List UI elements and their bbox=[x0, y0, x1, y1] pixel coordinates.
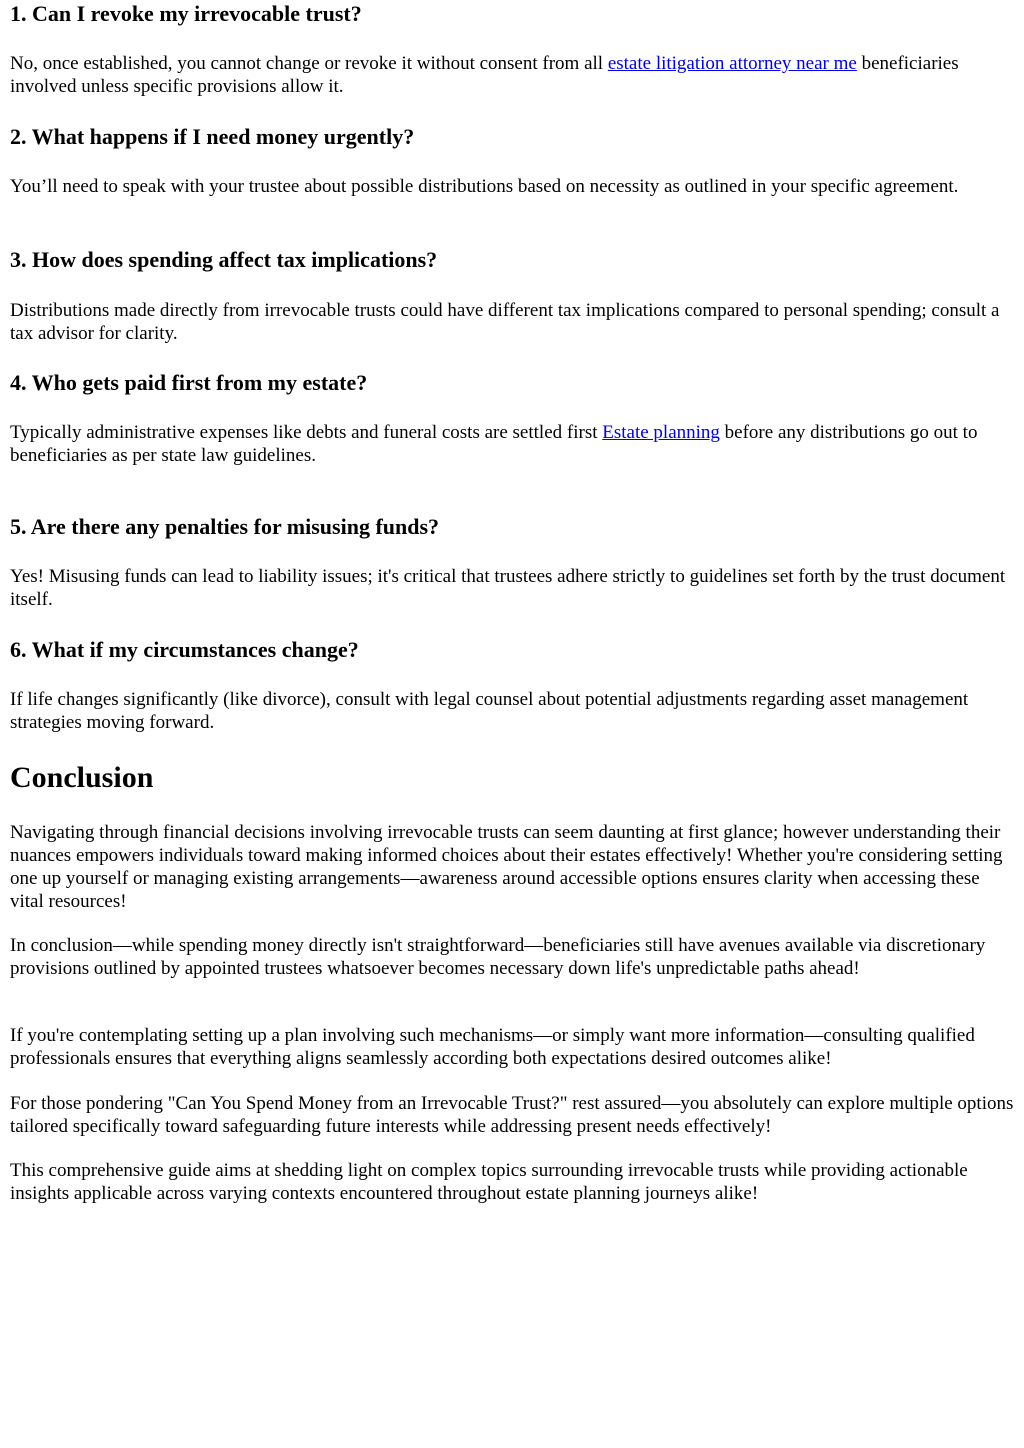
faq-4-title: 4. Who gets paid first from my estate? bbox=[10, 370, 368, 395]
faq-1-text-after: beneficiaries involved unless specific provisions allow it. bbox=[10, 53, 959, 97]
faq-4-text-after: before any distributions go out to beneficiaries as per state law guidelines. bbox=[10, 422, 978, 466]
faq-3-title: 3. How does spending affect tax implications? bbox=[10, 247, 438, 272]
faq-5-answer: Yes! Misusing funds can lead to liability issues; it's critical that trustees adhere strictly to guidelines set forth by the trust document itself. bbox=[10, 566, 1006, 610]
conclusion-heading: Conclusion bbox=[10, 761, 154, 794]
faq-1-text-before: No, once established, you cannot change or revoke it without consent from all bbox=[10, 53, 608, 74]
faq-2-title: 2. What happens if I need money urgently? bbox=[10, 124, 415, 149]
conclusion-paragraph-4: For those pondering "Can You Spend Money from an Irrevocable Trust?" rest assured—you absolutely can explore multiple options tailored specifically toward safeguarding future interests while addressing present needs effectively! bbox=[10, 1093, 1014, 1137]
conclusion-paragraph-5: This comprehensive guide aims at shedding light on complex topics surrounding irrevocable trusts while providing actionable insights applicable across varying contexts encountered throughout estate planning journeys alike! bbox=[10, 1160, 968, 1204]
conclusion-paragraph-3: If you're contemplating setting up a plan involving such mechanisms—or simply want more information—consulting qualified professionals ensures that everything aligns seamlessly according both expectations desired outcomes alike! bbox=[10, 1025, 975, 1069]
faq-4-answer bbox=[10, 421, 1014, 467]
conclusion-paragraph-1: Navigating through financial decisions involving irrevocable trusts can seem daunting at first glance; however understanding their nuances empowers individuals toward making informed choices about their estates effectively! Whether you're considering setting one up yourself or managing existing arrangements—awareness around accessible options ensures clarity when accessing these vital resources! bbox=[10, 822, 1003, 912]
conclusion-paragraph-2: In conclusion—while spending money directly isn't straightforward—beneficiaries still have avenues available via discretionary provisions outlined by appointed trustees whatsoever becomes necessary down life's unpredictable paths ahead! bbox=[10, 935, 986, 979]
faq-1-answer bbox=[10, 52, 1014, 98]
estate-litigation-attorney-link[interactable]: estate litigation attorney near me bbox=[607, 53, 857, 74]
faq-6-answer: If life changes significantly (like divorce), consult with legal counsel about potential adjustments regarding asset management strategies moving forward. bbox=[10, 689, 969, 733]
estate-planning-link[interactable]: Estate planning bbox=[602, 422, 720, 443]
faq-5-title: 5. Are there any penalties for misusing funds? bbox=[10, 514, 440, 539]
faq-3-answer: Distributions made directly from irrevocable trusts could have different tax implications compared to personal spending; consult a tax advisor for clarity. bbox=[10, 300, 1000, 344]
faq-2-answer: You’ll need to speak with your trustee about possible distributions based on necessity as outlined in your specific agreement. bbox=[10, 176, 959, 197]
faq-4-text-before: Typically administrative expenses like debts and funeral costs are settled first bbox=[10, 422, 603, 443]
faq-6-title: 6. What if my circumstances change? bbox=[10, 637, 359, 662]
faq-1-title: 1. Can I revoke my irrevocable trust? bbox=[10, 1, 362, 26]
